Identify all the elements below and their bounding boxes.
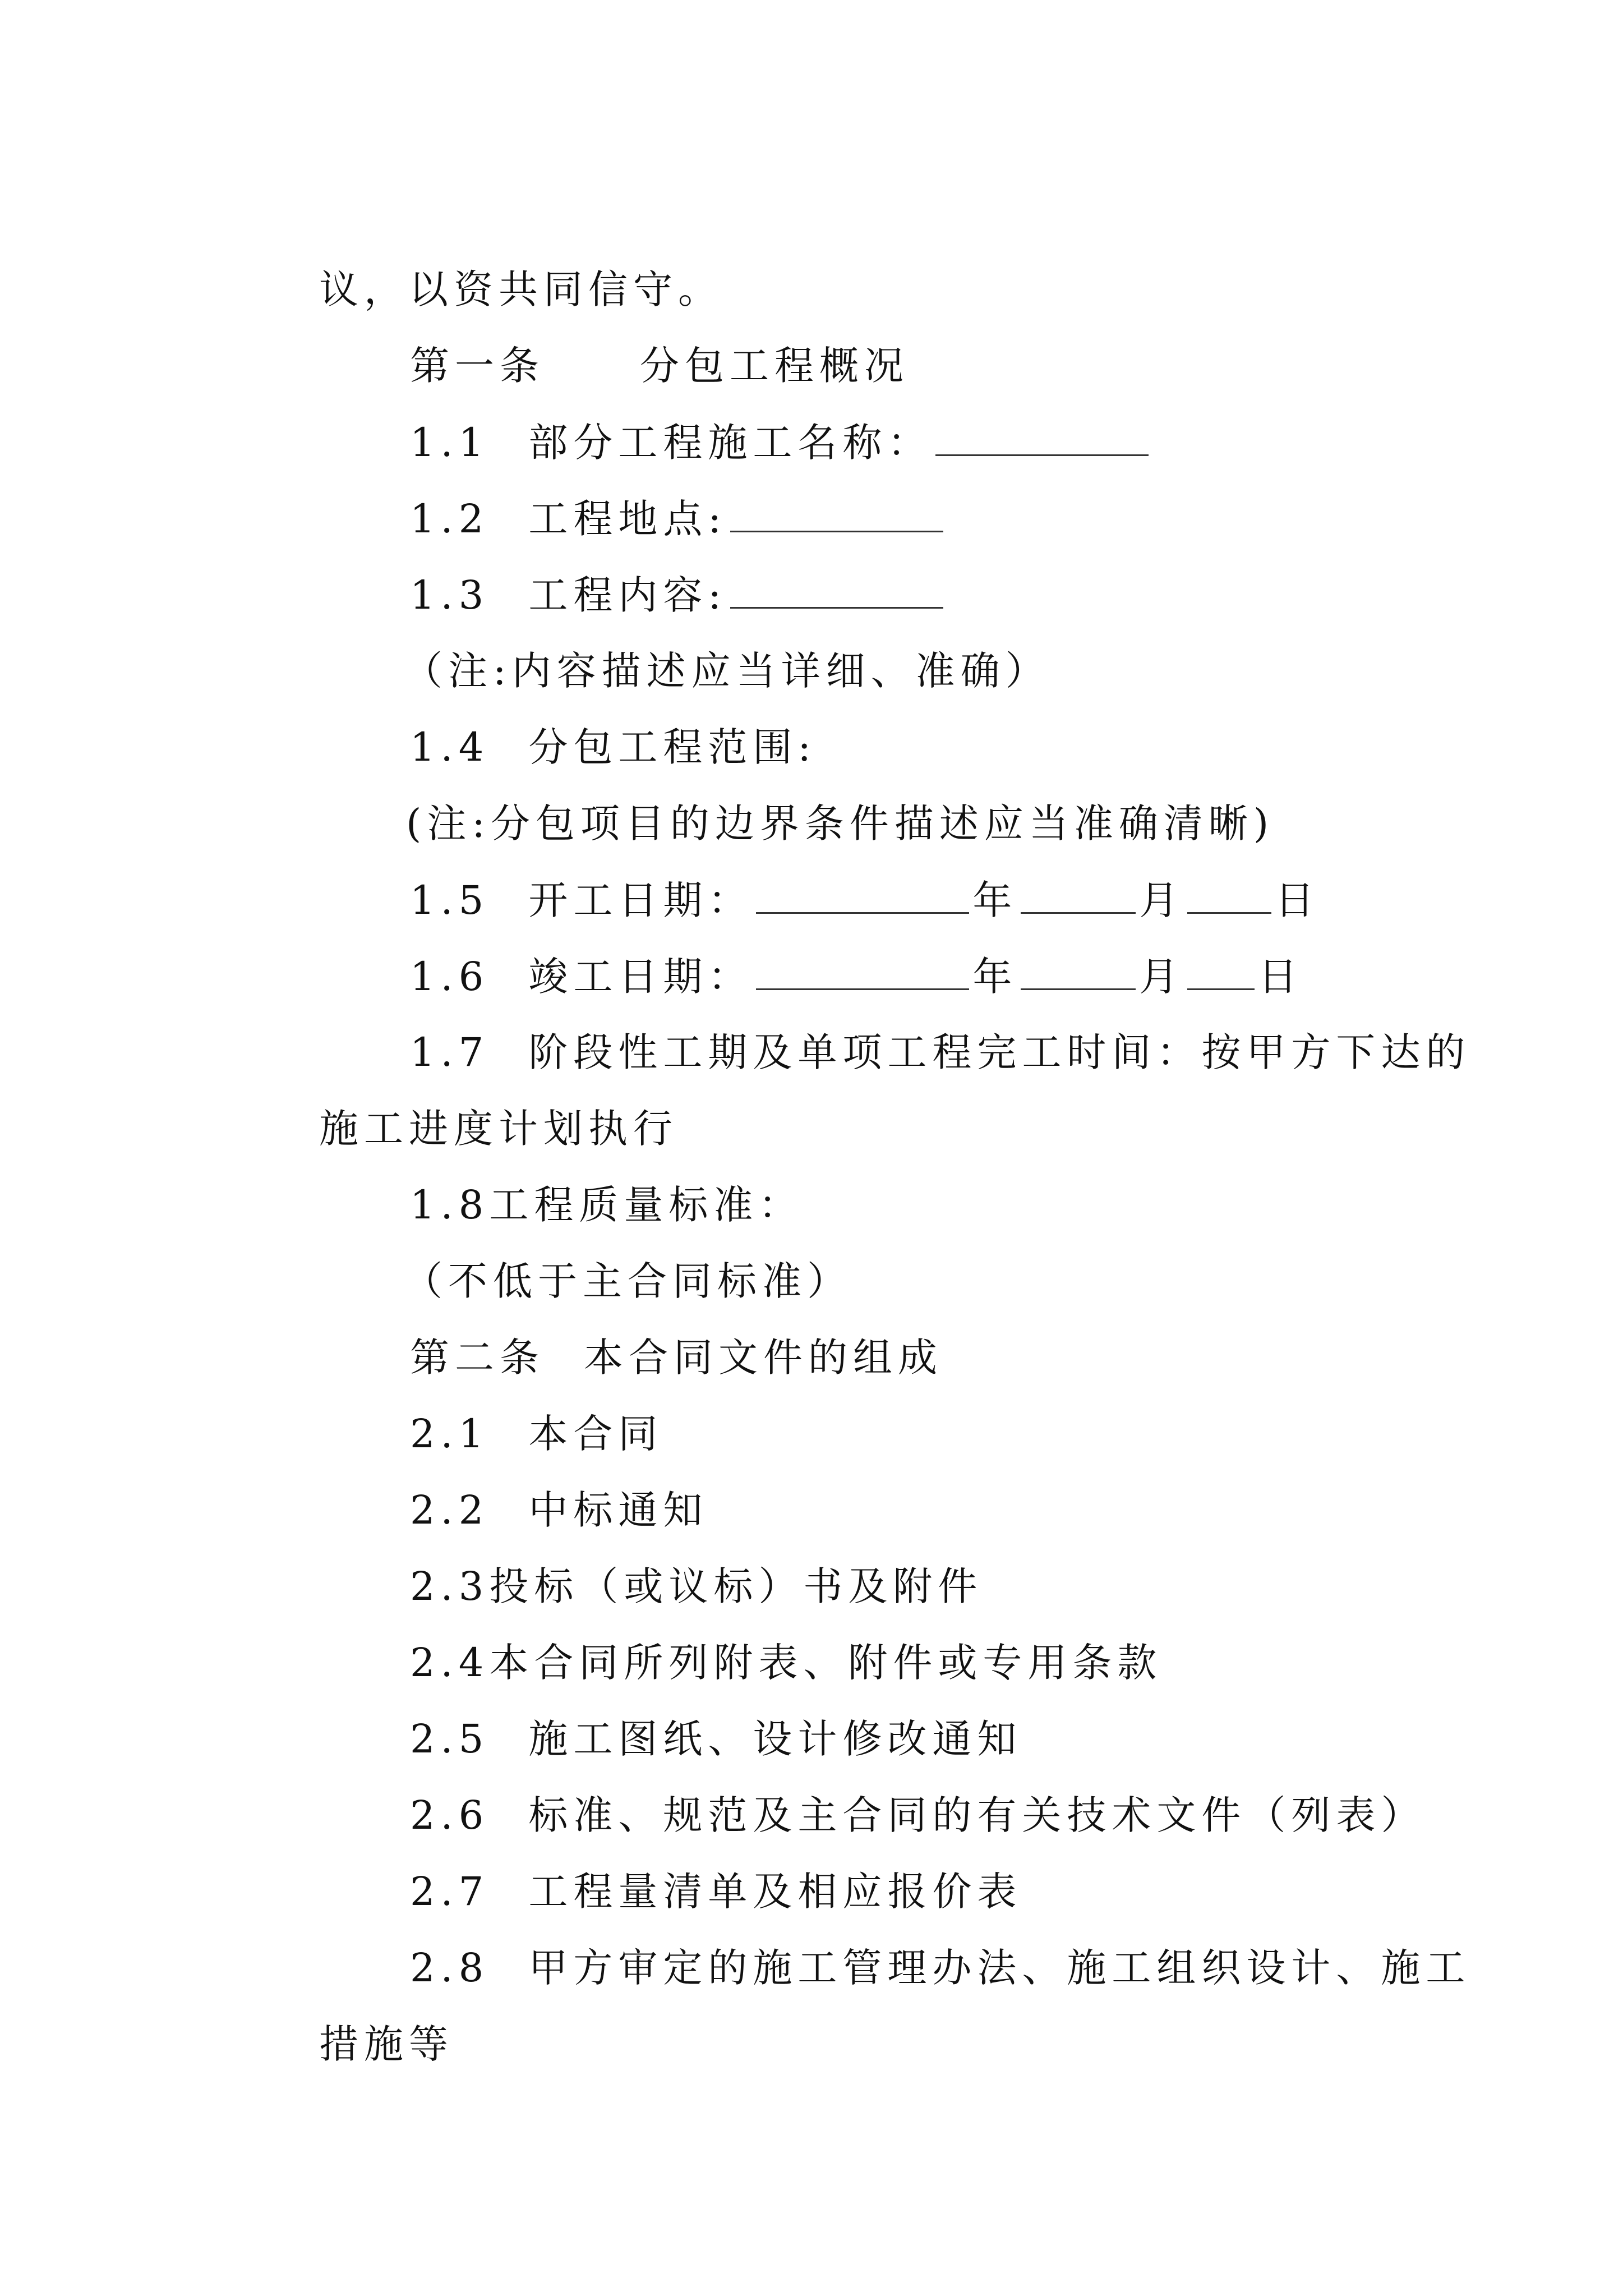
article-number: 第二条 <box>410 1335 545 1381</box>
clause-number: 1.7 <box>410 1029 490 1075</box>
clause-text: 1.8工程质量标准： <box>410 1182 804 1228</box>
clause-text: 工程内容: <box>528 572 727 618</box>
month-label: 月 <box>1139 877 1184 923</box>
note-text: （注:内容描述应当详细、准确） <box>403 648 1050 694</box>
clause-number: 2.6 <box>410 1792 490 1838</box>
clause-text: 2.4本合同所列附表、附件或专用条款 <box>410 1640 1163 1686</box>
clause-text: 2.3投标（或议标）书及附件 <box>410 1563 983 1609</box>
note-text: (注:分包项目的边界条件描述应当准确清晰) <box>406 800 1275 846</box>
clause-number: 1.1 <box>410 420 490 466</box>
clause-text: 施工图纸、设计修改通知 <box>528 1716 1022 1762</box>
clause-number: 2.2 <box>410 1487 490 1533</box>
clause-text: 中标通知 <box>528 1487 708 1533</box>
clause-text: 阶段性工期及单项工程完工时间：按甲方下达的 <box>528 1029 1471 1075</box>
article-title: 分包工程概况 <box>640 343 910 389</box>
article-title: 本合同文件的组成 <box>584 1335 943 1381</box>
day-label: 日 <box>1258 954 1303 1000</box>
clause-number: 1.5 <box>410 877 490 923</box>
clause-number: 2.5 <box>410 1716 490 1762</box>
fill-in-blank <box>935 415 1149 456</box>
clause-text: 工程量清单及相应报价表 <box>528 1869 1022 1915</box>
month-label: 月 <box>1139 954 1184 1000</box>
clause-number: 1.6 <box>410 954 490 1000</box>
clause-text: 分包工程范围: <box>528 724 817 770</box>
paragraph-text: 议，以资共同信守。 <box>319 266 723 312</box>
clause-text: 开工日期： <box>528 877 753 923</box>
clause-number: 1.4 <box>410 724 490 770</box>
clause-text: 本合同 <box>528 1411 663 1457</box>
article-number: 第一条 <box>410 343 545 389</box>
year-label: 年 <box>972 954 1018 1000</box>
clause-number: 2.7 <box>410 1869 490 1915</box>
clause-2-8 <box>338 1887 1470 2049</box>
paragraph-text: 措施等 <box>319 2021 454 2067</box>
clause-number: 1.3 <box>410 572 490 618</box>
day-label: 日 <box>1275 877 1320 923</box>
clause-number: 1.2 <box>410 496 490 542</box>
clause-text: 甲方审定的施工管理办法、施工组织设计、施工 <box>528 1945 1471 1991</box>
clause-text: 工程地点: <box>528 496 727 542</box>
clause-number: 2.1 <box>410 1411 490 1457</box>
paragraph-text: 施工进度计划执行 <box>319 1106 679 1152</box>
year-label: 年 <box>972 877 1018 923</box>
clause-text: 竣工日期： <box>528 954 753 1000</box>
clause-text: 部分工程施工名称： <box>528 420 933 466</box>
clause-number: 2.8 <box>410 1945 490 1991</box>
note-text: （不低于主合同标准） <box>403 1258 852 1304</box>
paragraph-continuation <box>247 1963 454 2125</box>
clause-text: 标准、规范及主合同的有关技术文件（列表） <box>528 1792 1426 1838</box>
